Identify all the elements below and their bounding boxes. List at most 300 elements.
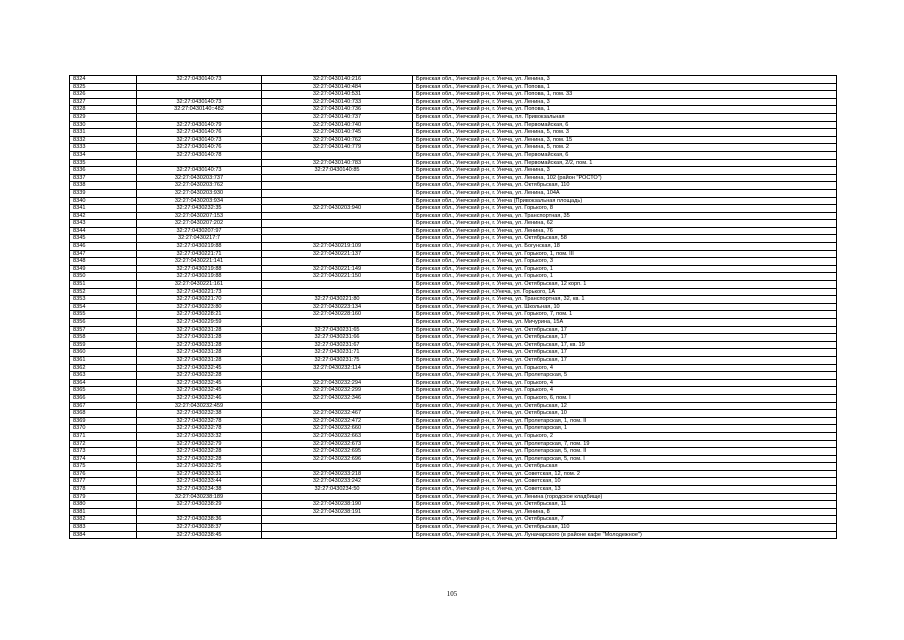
address-cell: Брянская обл., Унечский р-н, г. Унеча, ул. Ленина, 8 [413,508,837,516]
table-row [70,205,837,213]
parcel-number-cell [137,159,262,167]
address-cell: Брянская обл., Унечский р-н, г. Унеча, ул. Первомайская, 2/2, пом. 1 [413,159,837,167]
row-number-cell: 8335 [70,159,137,167]
address-cell: Брянская обл., Унечский р-н, г. Унеча, ул. Горького, 7, пом. 1 [413,311,837,319]
parcel-number-cell: 32:27:0430207:202 [137,220,262,228]
row-number-cell: 8383 [70,524,137,532]
row-number-cell: 8367 [70,402,137,410]
object-number-cell [262,524,413,532]
address-cell: Брянская обл., Унечский р-н, г. Унеча, ул. Октябрьская, 12 [413,402,837,410]
table-row [70,129,837,137]
row-number-cell: 8338 [70,182,137,190]
parcel-number-cell: 32:27:0430232:79 [137,440,262,448]
row-number-cell: 8370 [70,425,137,433]
row-number-cell: 8373 [70,448,137,456]
row-number-cell: 8337 [70,174,137,182]
parcel-number-cell: 32:27:0430232:38 [137,410,262,418]
parcel-number-cell: 32:27:0430232:35 [137,205,262,213]
address-cell: Брянская обл., Унечский р-н, г. Унеча, ул. Горького, 4 [413,387,837,395]
parcel-number-cell [137,91,262,99]
object-number-cell [262,493,413,501]
address-cell: Брянская обл., Унечский р-н, г. Унеча, ул. Октябрьская, 17 [413,356,837,364]
parcel-number-cell: 32:27:0430219:88 [137,265,262,273]
table-row [70,432,837,440]
row-number-cell: 8354 [70,303,137,311]
parcel-number-cell: 32:27:0430203:737 [137,174,262,182]
address-cell: Брянская обл., Унечский р-н, г. Унеча, ул. Транспортная, 32, кв. 1 [413,296,837,304]
address-cell: Брянская обл., Унечский р-н, г. Унеча, ул. Октябрьская, 17, кв. 19 [413,341,837,349]
address-cell: Брянская обл., Унечский р-н, г. Унеча, ул. Октябрьская [413,463,837,471]
object-number-cell [262,319,413,327]
table-row [70,296,837,304]
object-number-cell: 32:27:0430231:67 [262,341,413,349]
object-number-cell [262,463,413,471]
address-cell: Брянская обл., Унечский р-н, г. Унеча, ул. Горького, 1 [413,273,837,281]
row-number-cell: 8356 [70,319,137,327]
row-number-cell: 8343 [70,220,137,228]
row-number-cell: 8327 [70,98,137,106]
registry-table-body [70,76,837,539]
object-number-cell: 32:27:0430232:472 [262,417,413,425]
object-number-cell: 32:27:0430232:660 [262,425,413,433]
table-row [70,417,837,425]
object-number-cell [262,151,413,159]
address-cell: Брянская обл., Унечский р-н, г. Унеча, ул. Попова, 1 [413,106,837,114]
parcel-number-cell: 32:27:0430221:71 [137,250,262,258]
address-cell: Брянская обл., Унечский р-н, г. Унеча, ул. Ленина, 5, пом. 3 [413,129,837,137]
object-number-cell [262,516,413,524]
row-number-cell: 8342 [70,212,137,220]
row-number-cell: 8380 [70,501,137,509]
parcel-number-cell: 32:27:0430232:28 [137,448,262,456]
object-number-cell: 32:27:0430232:673 [262,440,413,448]
row-number-cell: 8382 [70,516,137,524]
address-cell: Брянская обл., Унечский р-н, г. Унеча, ул. Первомайская, 6 [413,121,837,129]
object-number-cell: 32:27:0430232:294 [262,379,413,387]
table-row [70,440,837,448]
object-number-cell [262,227,413,235]
object-number-cell [262,189,413,197]
object-number-cell: 32:27:0430140:779 [262,144,413,152]
address-cell: Брянская обл., Унечский р-н, г. Унеча, ул. Ленина (городское кладбище) [413,493,837,501]
parcel-number-cell: 32:27:0430140:73 [137,167,262,175]
table-row [70,425,837,433]
row-number-cell: 8344 [70,227,137,235]
row-number-cell: 8345 [70,235,137,243]
table-row [70,83,837,91]
parcel-number-cell: 32:27:0430238:45 [137,531,262,539]
address-cell: Брянская обл., Унечский р-н, г. Унеча, ул. Горького, 8 [413,205,837,213]
row-number-cell: 8378 [70,486,137,494]
parcel-number-cell: 32:27:0430223:80 [137,303,262,311]
row-number-cell: 8364 [70,379,137,387]
row-number-cell: 8361 [70,356,137,364]
table-row [70,531,837,539]
row-number-cell: 8324 [70,76,137,84]
row-number-cell: 8355 [70,311,137,319]
address-cell: Брянская обл., Унечский р-н, г. Унеча, ул. Горького, 3 [413,258,837,266]
parcel-number-cell: 32:27:0430140:73 [137,136,262,144]
table-row [70,319,837,327]
address-cell: Брянская обл., Унечский р-н, г. Унеча, ул. Ленина, 5, пом. 2 [413,144,837,152]
row-number-cell: 8377 [70,478,137,486]
object-number-cell: 32:27:0430203:940 [262,205,413,213]
row-number-cell: 8328 [70,106,137,114]
object-number-cell: 32:27:0430228:160 [262,311,413,319]
row-number-cell: 8329 [70,113,137,121]
row-number-cell: 8348 [70,258,137,266]
parcel-number-cell: 32:27:0430232:78 [137,417,262,425]
object-number-cell: 32:27:0430232:663 [262,432,413,440]
parcel-number-cell: 32:27:0430140:73 [137,98,262,106]
address-cell: Брянская обл., Унечский р-н, г. Унеча, ул. Пролетарская, 1, пом. II [413,417,837,425]
parcel-number-cell: 32:27:0430231:28 [137,356,262,364]
row-number-cell: 8347 [70,250,137,258]
row-number-cell: 8362 [70,364,137,372]
row-number-cell: 8376 [70,470,137,478]
table-row [70,455,837,463]
table-row [70,501,837,509]
address-cell: Брянская обл., Унечский р-н, г. Унеча, ул. Мичурина, 15А [413,319,837,327]
object-number-cell: 32:27:0430221:137 [262,250,413,258]
row-number-cell: 8326 [70,91,137,99]
table-row [70,265,837,273]
address-cell: Брянская обл., Унечский р-н, г. Унеча, ул. Горького, 1, пом. III [413,250,837,258]
table-row [70,273,837,281]
object-number-cell: 32:27:0430238:191 [262,508,413,516]
address-cell: Брянская обл., Унечский р-н, г. Унеча, ул. Ленина, 3, пом. 15 [413,136,837,144]
object-number-cell: 32:27:0430234:50 [262,486,413,494]
table-row [70,227,837,235]
parcel-number-cell: 32:27:0430232:46 [137,394,262,402]
address-cell: Брянская обл., Унечский р-н, г. Унеча, ул. Октябрьская, 12 корп. 1 [413,281,837,289]
parcel-number-cell: 32:27:0430203:934 [137,197,262,205]
address-cell: Брянская обл., Унечский р-н, г. Унеча, ул. Пролетарская, 1 [413,425,837,433]
object-number-cell: 32:27:0430223:134 [262,303,413,311]
table-row [70,212,837,220]
parcel-number-cell: 32:27:0430221:141 [137,258,262,266]
object-number-cell: 32:27:0430232:114 [262,364,413,372]
table-row [70,478,837,486]
object-number-cell [262,220,413,228]
row-number-cell: 8366 [70,394,137,402]
object-number-cell [262,281,413,289]
object-number-cell: 32:27:0430231:65 [262,326,413,334]
row-number-cell: 8346 [70,243,137,251]
row-number-cell: 8381 [70,508,137,516]
address-cell: Брянская обл., Унечский р-н, г. Унеча, ул. Горького, 4 [413,379,837,387]
row-number-cell: 8340 [70,197,137,205]
parcel-number-cell: 32:27:0430217:7 [137,235,262,243]
parcel-number-cell: 32:27:0430140:78 [137,151,262,159]
table-row [70,372,837,380]
parcel-number-cell: 32:27:0430238:189 [137,493,262,501]
address-cell: Брянская обл., Унечский р-н, г. Унеча, ул. Октябрьская, 58 [413,235,837,243]
row-number-cell: 8331 [70,129,137,137]
parcel-number-cell: 32:27:0430232:45 [137,379,262,387]
parcel-number-cell: 32:27:0430232:28 [137,372,262,380]
table-row [70,91,837,99]
row-number-cell: 8336 [70,167,137,175]
table-row [70,113,837,121]
parcel-number-cell: 32:27:0430140:79 [137,121,262,129]
address-cell: Брянская обл., Унечский р-н, г. Унеча, ул. Горького, 2 [413,432,837,440]
address-cell: Брянская обл., Унечский р-н, г. Унеча, ул. Октябрьская, 110 [413,524,837,532]
parcel-number-cell: 32:27:0430232:28 [137,455,262,463]
address-cell: Брянская обл., Унечский р-н, г. Унеча, ул. Советская, 12, пом. 2 [413,470,837,478]
address-cell: Брянская обл., Унечский р-н, г. Унеча, ул. Транспортная, 35 [413,212,837,220]
object-number-cell [262,402,413,410]
table-row [70,364,837,372]
table-row [70,311,837,319]
table-row [70,182,837,190]
row-number-cell: 8369 [70,417,137,425]
table-row [70,243,837,251]
row-number-cell: 8325 [70,83,137,91]
parcel-number-cell: 32:27:0430231:28 [137,326,262,334]
object-number-cell: 32:27:0430231:66 [262,334,413,342]
object-number-cell: 32:27:0430221:150 [262,273,413,281]
address-cell: Брянская обл., Унечский р-н, г. Унеча, ул. Попова, 1 [413,83,837,91]
table-row [70,394,837,402]
parcel-number-cell: 32:27:0430232:45 [137,364,262,372]
row-number-cell: 8351 [70,281,137,289]
row-number-cell: 8349 [70,265,137,273]
address-cell: Брянская обл., Унечский р-н, г. Унеча, ул. Октябрьская, 17 [413,334,837,342]
table-row [70,151,837,159]
parcel-number-cell: 32:27:0430233:32 [137,432,262,440]
table-row [70,258,837,266]
table-row [70,197,837,205]
object-number-cell: 32:27:0430238:190 [262,501,413,509]
address-cell: Брянская обл., Унечский р-н, г. Унеча, ул. Ленина, 62 [413,220,837,228]
address-cell: Брянская обл., Унечский р-н, г. Унеча, пл. Привокзальная [413,113,837,121]
object-number-cell: 32:27:0430232:299 [262,387,413,395]
address-cell: Брянская обл., Унечский р-н, г. Унеча, ул. Октябрьская, 10 [413,410,837,418]
table-row [70,448,837,456]
object-number-cell [262,212,413,220]
parcel-number-cell: 32:27:0430221:161 [137,281,262,289]
table-row [70,410,837,418]
object-number-cell [262,531,413,539]
row-number-cell: 8332 [70,136,137,144]
parcel-number-cell: 32:27:0430232:78 [137,425,262,433]
address-cell: Брянская обл., Унечский р-н, г. Унеча, ул. Пролетарская, 5, пом. I [413,455,837,463]
row-number-cell: 8374 [70,455,137,463]
address-cell: Брянская обл., Унечский р-н, г. Унеча, ул. Горького, 1 [413,265,837,273]
address-cell: Брянская обл., Унечский р-н, г. Унеча, ул. Ленина, 104А [413,189,837,197]
row-number-cell: 8333 [70,144,137,152]
object-number-cell: 32:27:0430140:484 [262,83,413,91]
parcel-number-cell: 32:27:0430232:45 [137,387,262,395]
table-row [70,486,837,494]
parcel-number-cell: 32:27:0430229:59 [137,319,262,327]
row-number-cell: 8368 [70,410,137,418]
object-number-cell: 32:27:0430232:695 [262,448,413,456]
parcel-number-cell: 32:27:0430219:88 [137,273,262,281]
table-row [70,159,837,167]
row-number-cell: 8365 [70,387,137,395]
table-row [70,524,837,532]
table-row [70,387,837,395]
parcel-number-cell: 32:27:0430140:76 [137,144,262,152]
object-number-cell [262,197,413,205]
parcel-number-cell: 32:27:0430238:36 [137,516,262,524]
table-row [70,235,837,243]
address-cell: Брянская обл., Унечский р-н, г. Унеча, ул. Советская, 10 [413,478,837,486]
address-cell: Брянская обл., Унечский р-н, г. Унеча, ул. Попова, 1, пом. 33 [413,91,837,99]
table-row [70,303,837,311]
object-number-cell: 32:27:0430231:71 [262,349,413,357]
table-row [70,463,837,471]
address-cell: Брянская обл., Унечский р-н, г. Унеча, ул. Ленина, 102 (район "РОСТО") [413,174,837,182]
table-row [70,281,837,289]
object-number-cell: 32:27:0430232:696 [262,455,413,463]
object-number-cell: 32:27:0430140:740 [262,121,413,129]
table-row [70,326,837,334]
address-cell: Брянская обл., Унечский р-н, г. Унеча, ул. Октябрьская, 11 [413,501,837,509]
address-cell: Брянская обл., Унечский р-н, г. Унеча, ул. Октябрьская, 17 [413,326,837,334]
parcel-number-cell: 32:27:0430140::482 [137,106,262,114]
row-number-cell: 8350 [70,273,137,281]
row-number-cell: 8358 [70,334,137,342]
parcel-number-cell [137,113,262,121]
object-number-cell [262,372,413,380]
row-number-cell: 8360 [70,349,137,357]
parcel-number-cell: 32:27:0430238:37 [137,524,262,532]
object-number-cell [262,174,413,182]
table-row [70,334,837,342]
object-number-cell: 32:27:0430221:149 [262,265,413,273]
parcel-number-cell: 32:27:0430221:73 [137,288,262,296]
parcel-number-cell: 32:27:0430228:21 [137,311,262,319]
address-cell: Брянская обл., Унечский р-н, г. Унеча, ул. Ленина, 3 [413,76,837,84]
parcel-number-cell: 32:27:0430231:28 [137,349,262,357]
parcel-number-cell: 32:27:0430207:97 [137,227,262,235]
table-row [70,341,837,349]
table-row [70,493,837,501]
parcel-number-cell [137,508,262,516]
object-number-cell: 32:27:0430140:531 [262,91,413,99]
parcel-number-cell: 32:27:0430231:28 [137,334,262,342]
address-cell: Брянская обл., Унечский р-н, г. Унеча, ул. Богунская, 18 [413,243,837,251]
object-number-cell: 32:27:0430232:467 [262,410,413,418]
row-number-cell: 8379 [70,493,137,501]
object-number-cell: 32:27:0430140:737 [262,113,413,121]
row-number-cell: 8353 [70,296,137,304]
object-number-cell: 32:27:0430140:762 [262,136,413,144]
row-number-cell: 8341 [70,205,137,213]
table-row [70,288,837,296]
address-cell: Брянская обл., Унечский р-н, г. Унеча, ул. Ленина, 3 [413,98,837,106]
object-number-cell: 32:27:0430233:242 [262,478,413,486]
address-cell: Брянская обл., Унечский р-н, г. Унеча, ул. Октябрьская, 110 [413,182,837,190]
object-number-cell [262,182,413,190]
parcel-number-cell: 32:27:0430219:88 [137,243,262,251]
object-number-cell: 32:27:0430231:75 [262,356,413,364]
address-cell: Брянская обл., Унечский р-н, г. Унеча, ул. Горького, 6, пом. I [413,394,837,402]
parcel-number-cell: 32:27:0430234:38 [137,486,262,494]
object-number-cell: 32:27:0430140:745 [262,129,413,137]
table-row [70,174,837,182]
address-cell: Брянская обл., Унечский р-н, г. Унеча, ул. Ленина, 3 [413,167,837,175]
address-cell: Брянская обл., Унечский р-н, г. Унеча, ул. Пролетарская, 5 [413,372,837,380]
table-row [70,121,837,129]
page-number: 105 [446,590,458,598]
table-row [70,379,837,387]
row-number-cell: 8334 [70,151,137,159]
object-number-cell: 32:27:0430232:346 [262,394,413,402]
table-row [70,189,837,197]
address-cell: Брянская обл., Унечский р-н, г. Унеча, ул. Ленина, 76 [413,227,837,235]
registry-table [69,75,837,539]
table-row [70,76,837,84]
table-row [70,250,837,258]
table-row [70,349,837,357]
object-number-cell [262,288,413,296]
row-number-cell: 8372 [70,440,137,448]
table-row [70,98,837,106]
table-row [70,516,837,524]
address-cell: Брянская обл., Унечский р-н, г. Унеча, ул. Горького, 4 [413,364,837,372]
address-cell: Брянская обл., Унечский р-н, г. Унеча, ул. Школьная, 10 [413,303,837,311]
address-cell: Брянская обл., Унечский р-н, г.Унеча, ул. Горького, 1А [413,288,837,296]
address-cell: Брянская обл., Унечский р-н, г. Унеча, ул. Октябрьская, 17 [413,349,837,357]
address-cell: Брянская обл., Унечский р-н, г. Унеча, ул. Пролетарская, 7, пом. 19 [413,440,837,448]
parcel-number-cell: 32:27:0430203:762 [137,182,262,190]
parcel-number-cell [137,83,262,91]
address-cell: Брянская обл., Унечский р-н, г. Унеча, ул. Советская, 13 [413,486,837,494]
address-cell: Брянская обл., Унечский р-н, г. Унеча, ул. Первомайская, 6 [413,151,837,159]
table-row [70,167,837,175]
table-row [70,144,837,152]
row-number-cell: 8330 [70,121,137,129]
row-number-cell: 8375 [70,463,137,471]
parcel-number-cell: 32:27:0430221:70 [137,296,262,304]
row-number-cell: 8384 [70,531,137,539]
object-number-cell: 32:27:0430140:783 [262,159,413,167]
parcel-number-cell: 32:27:0430233:44 [137,478,262,486]
parcel-number-cell: 32:27:0430140:76 [137,129,262,137]
table-row [70,106,837,114]
row-number-cell: 8357 [70,326,137,334]
object-number-cell [262,235,413,243]
row-number-cell: 8371 [70,432,137,440]
row-number-cell: 8339 [70,189,137,197]
address-cell: Брянская обл., Унечский р-н, г. Унеча (Привокзальная площадь) [413,197,837,205]
object-number-cell: 32:27:0430140:736 [262,106,413,114]
address-cell: Брянская обл., Унечский р-н, г. Унеча, ул. Октябрьская, 7 [413,516,837,524]
address-cell: Брянская обл., Унечский р-н, г. Унеча, ул. Пролетарская, 5, пом. II [413,448,837,456]
parcel-number-cell: 32:27:0430203:930 [137,189,262,197]
parcel-number-cell: 32:27:0430233:31 [137,470,262,478]
parcel-number-cell: 32:27:0430207:153 [137,212,262,220]
row-number-cell: 8359 [70,341,137,349]
row-number-cell: 8363 [70,372,137,380]
table-row [70,220,837,228]
object-number-cell: 32:27:0430233:218 [262,470,413,478]
row-number-cell: 8352 [70,288,137,296]
object-number-cell: 32:27:0430219:109 [262,243,413,251]
object-number-cell [262,258,413,266]
table-row [70,356,837,364]
object-number-cell: 32:27:0430221:80 [262,296,413,304]
table-row [70,402,837,410]
parcel-number-cell: 32:27:0430238:29 [137,501,262,509]
parcel-number-cell: 32:27:0430231:28 [137,341,262,349]
object-number-cell: 32:27:0430140:733 [262,98,413,106]
parcel-number-cell: 32:27:0430232:75 [137,463,262,471]
